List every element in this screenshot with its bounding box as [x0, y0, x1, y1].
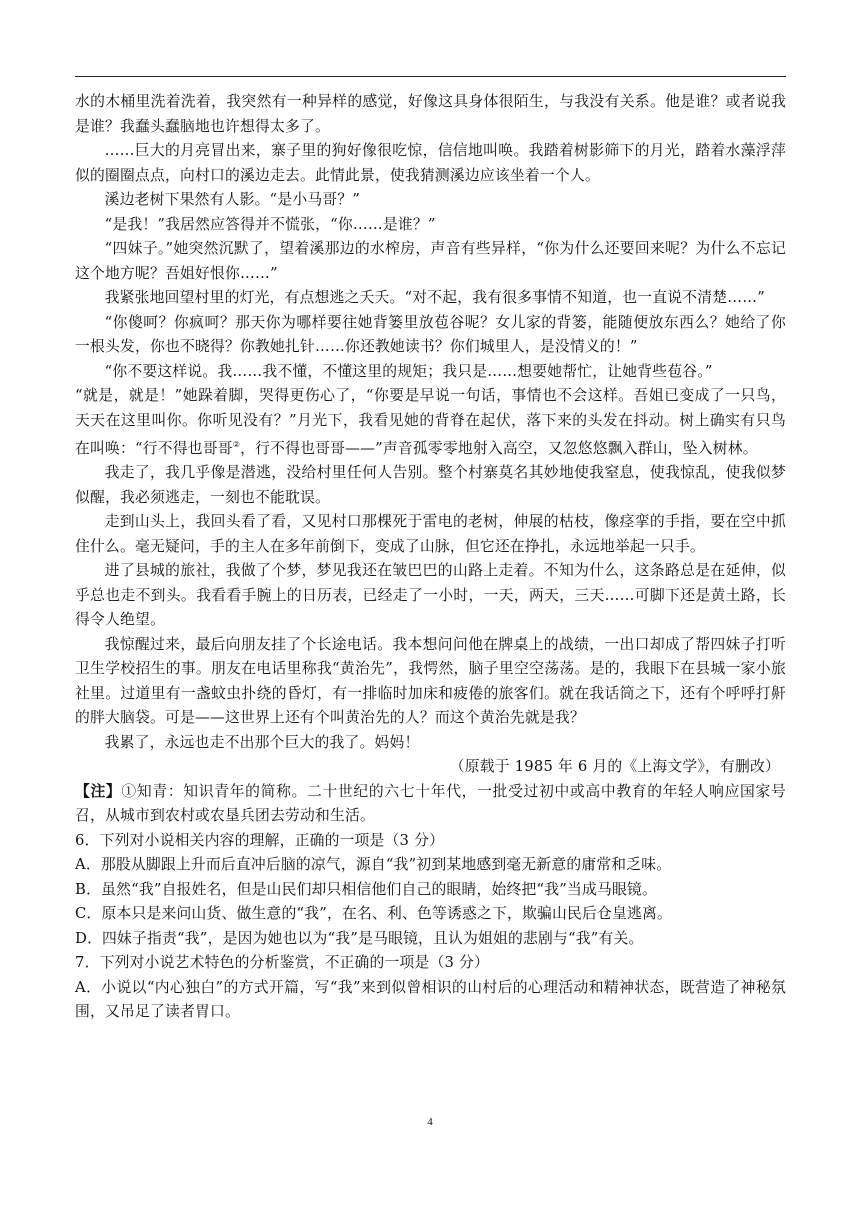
- question-stem: 7．下列对小说艺术特色的分析鉴赏，不正确的一项是（3 分）: [75, 954, 490, 972]
- paragraph-text: ，行不得也哥哥——”声音孤零零地射入高空，又忽悠悠飘入群山，坠入树林。: [240, 439, 758, 457]
- paragraph: 进了县城的旅社，我做了个梦，梦见我还在皱巴巴的山路上走着。不知为什么，这条路总是在延伸，似乎总也走不到头。我看看手腕上的日历表，已经走了一小时，一天，两天，三天……可脚下还是黄土路，长得令人绝望。: [75, 562, 786, 629]
- paragraph: [75, 384, 786, 461]
- header-rule: [75, 76, 786, 77]
- paragraph: ……巨大的月亮冒出来，寨子里的狗好像很吃惊，信信地叫唤。我踏着树影筛下的月光，踏着水藻浮萍似的圈圈点点，向村口的溪边走去。此情此景，使我猜测溪边应该坐着一个人。: [75, 142, 786, 184]
- question-option: A．小说以“内心独白”的方式开篇，写“我”来到似曾相识的山村后的心理活动和精神状态，既营造了神秘氛围，又吊足了读者胃口。: [75, 978, 786, 1021]
- paragraph-text: “就是，就是！”她跺着脚，哭得更伤心了，“你要是早说一句话，事情也不会这样。吾姐已变成了一只鸟，天天在这里叫你。你听见没有？”月光下，我看见她的背脊在起伏，落下来的头发在抖动。树上确实有只鸟在叫唤：“行不得也哥哥: [75, 387, 786, 457]
- paragraph: “是我！”我居然应答得并不慌张，“你……是谁？”: [104, 215, 436, 233]
- question-stem: 6．下列对小说相关内容的理解，正确的一项是（3 分）: [75, 831, 445, 849]
- question-option: C．原本只是来问山货、做生意的“我”，在名、利、色等诱惑之下，欺骗山民后仓皇逃离。: [75, 905, 672, 923]
- question-option: D．四妹子指责“我”，是因为她也以为“我”是马眼镜，且认为姐姐的悲剧与“我”有关。: [75, 929, 644, 947]
- paragraph: “你傻呵？你疯呵？那天你为哪样要往她背篓里放苞谷呢？女儿家的背篓，能随便放东西么？她给了你一根头发，你也不晓得？你教她扎针……你还教她读书？你们城里人，是没情义的！”: [75, 313, 786, 355]
- paragraph: 水的木桶里洗着洗着，我突然有一种异样的感觉，好像这具身体很陌生，与我没有关系。他是谁？或者说我是谁？我蠢头蠢脑地也许想得太多了。: [75, 93, 786, 135]
- paragraph: 我累了，永远也走不出那个巨大的我了。妈妈！: [104, 733, 420, 751]
- note: [75, 780, 786, 829]
- note-tag: 【注】: [75, 782, 122, 800]
- footnote-marker: ②: [232, 440, 241, 449]
- paragraph: “四妹子。”她突然沉默了，望着溪那边的水榨房，声音有些异样，“你为什么还要回来呢？为什么不忘记这个地方呢？吾姐好恨你……”: [75, 240, 786, 282]
- source-line: （原载于 1985 年 6 月的《上海文学》，有删改）: [449, 758, 780, 776]
- paragraph: 我惊醒过来，最后向朋友挂了个长途电话。我本想问问他在牌桌上的战绩，一出口却成了帮四妹子打听卫生学校招生的事。朋友在电话里称我“黄治先”，我愕然，脑子里空空荡荡。是的，我眼下在县城一家小旅社里。过道里有一盏蚊虫扑绕的昏灯，有一排临时加床和疲倦的旅客们。就在我话筒之下，还有个呼呼打鼾的胖大脑袋。可是——这世界上还有个叫黄治先的人？而这个黄治先就是我？: [75, 635, 786, 727]
- paragraph: 我走了，我几乎像是潜逃，没给村里任何人告别。整个村寨莫名其妙地使我窒息，使我惊乱，使我似梦似醒，我必须逃走，一刻也不能耽误。: [75, 464, 786, 506]
- paragraph: 溪边老树下果然有人影。“是小马哥？”: [104, 191, 361, 208]
- note-text: ①知青：知识青年的简称。二十世纪的六七十年代，一批受过初中或高中教育的年轻人响应国家号召，从城市到农村或农垦兵团去劳动和生活。: [75, 782, 786, 825]
- paragraph: “你不要这样说。我……我不懂，不懂这里的规矩；我只是……想要她帮忙，让她背些苞谷。”: [104, 362, 713, 380]
- page-number: 4: [427, 1116, 433, 1128]
- question-option: B．虽然“我”自报姓名，但是山民们却只相信他们自己的眼睛，始终把“我”当成马眼镜。: [75, 880, 658, 898]
- page-content: [75, 90, 786, 1025]
- question-option: A．那股从脚跟上升而后直冲后脑的凉气，源自“我”初到某地感到毫无新意的庸常和乏味。: [75, 856, 672, 874]
- paragraph: 走到山头上，我回头看了看，又见村口那棵死于雷电的老树，伸展的枯枝，像痉挛的手指，要在空中抓住什么。毫无疑问，手的主人在多年前倒下，变成了山脉，但它还在挣扎，永远地举起一只手。: [75, 513, 786, 555]
- paragraph: 我紧张地回望村里的灯光，有点想逃之夭夭。“对不起，我有很多事情不知道，也一直说不清楚……”: [104, 289, 765, 306]
